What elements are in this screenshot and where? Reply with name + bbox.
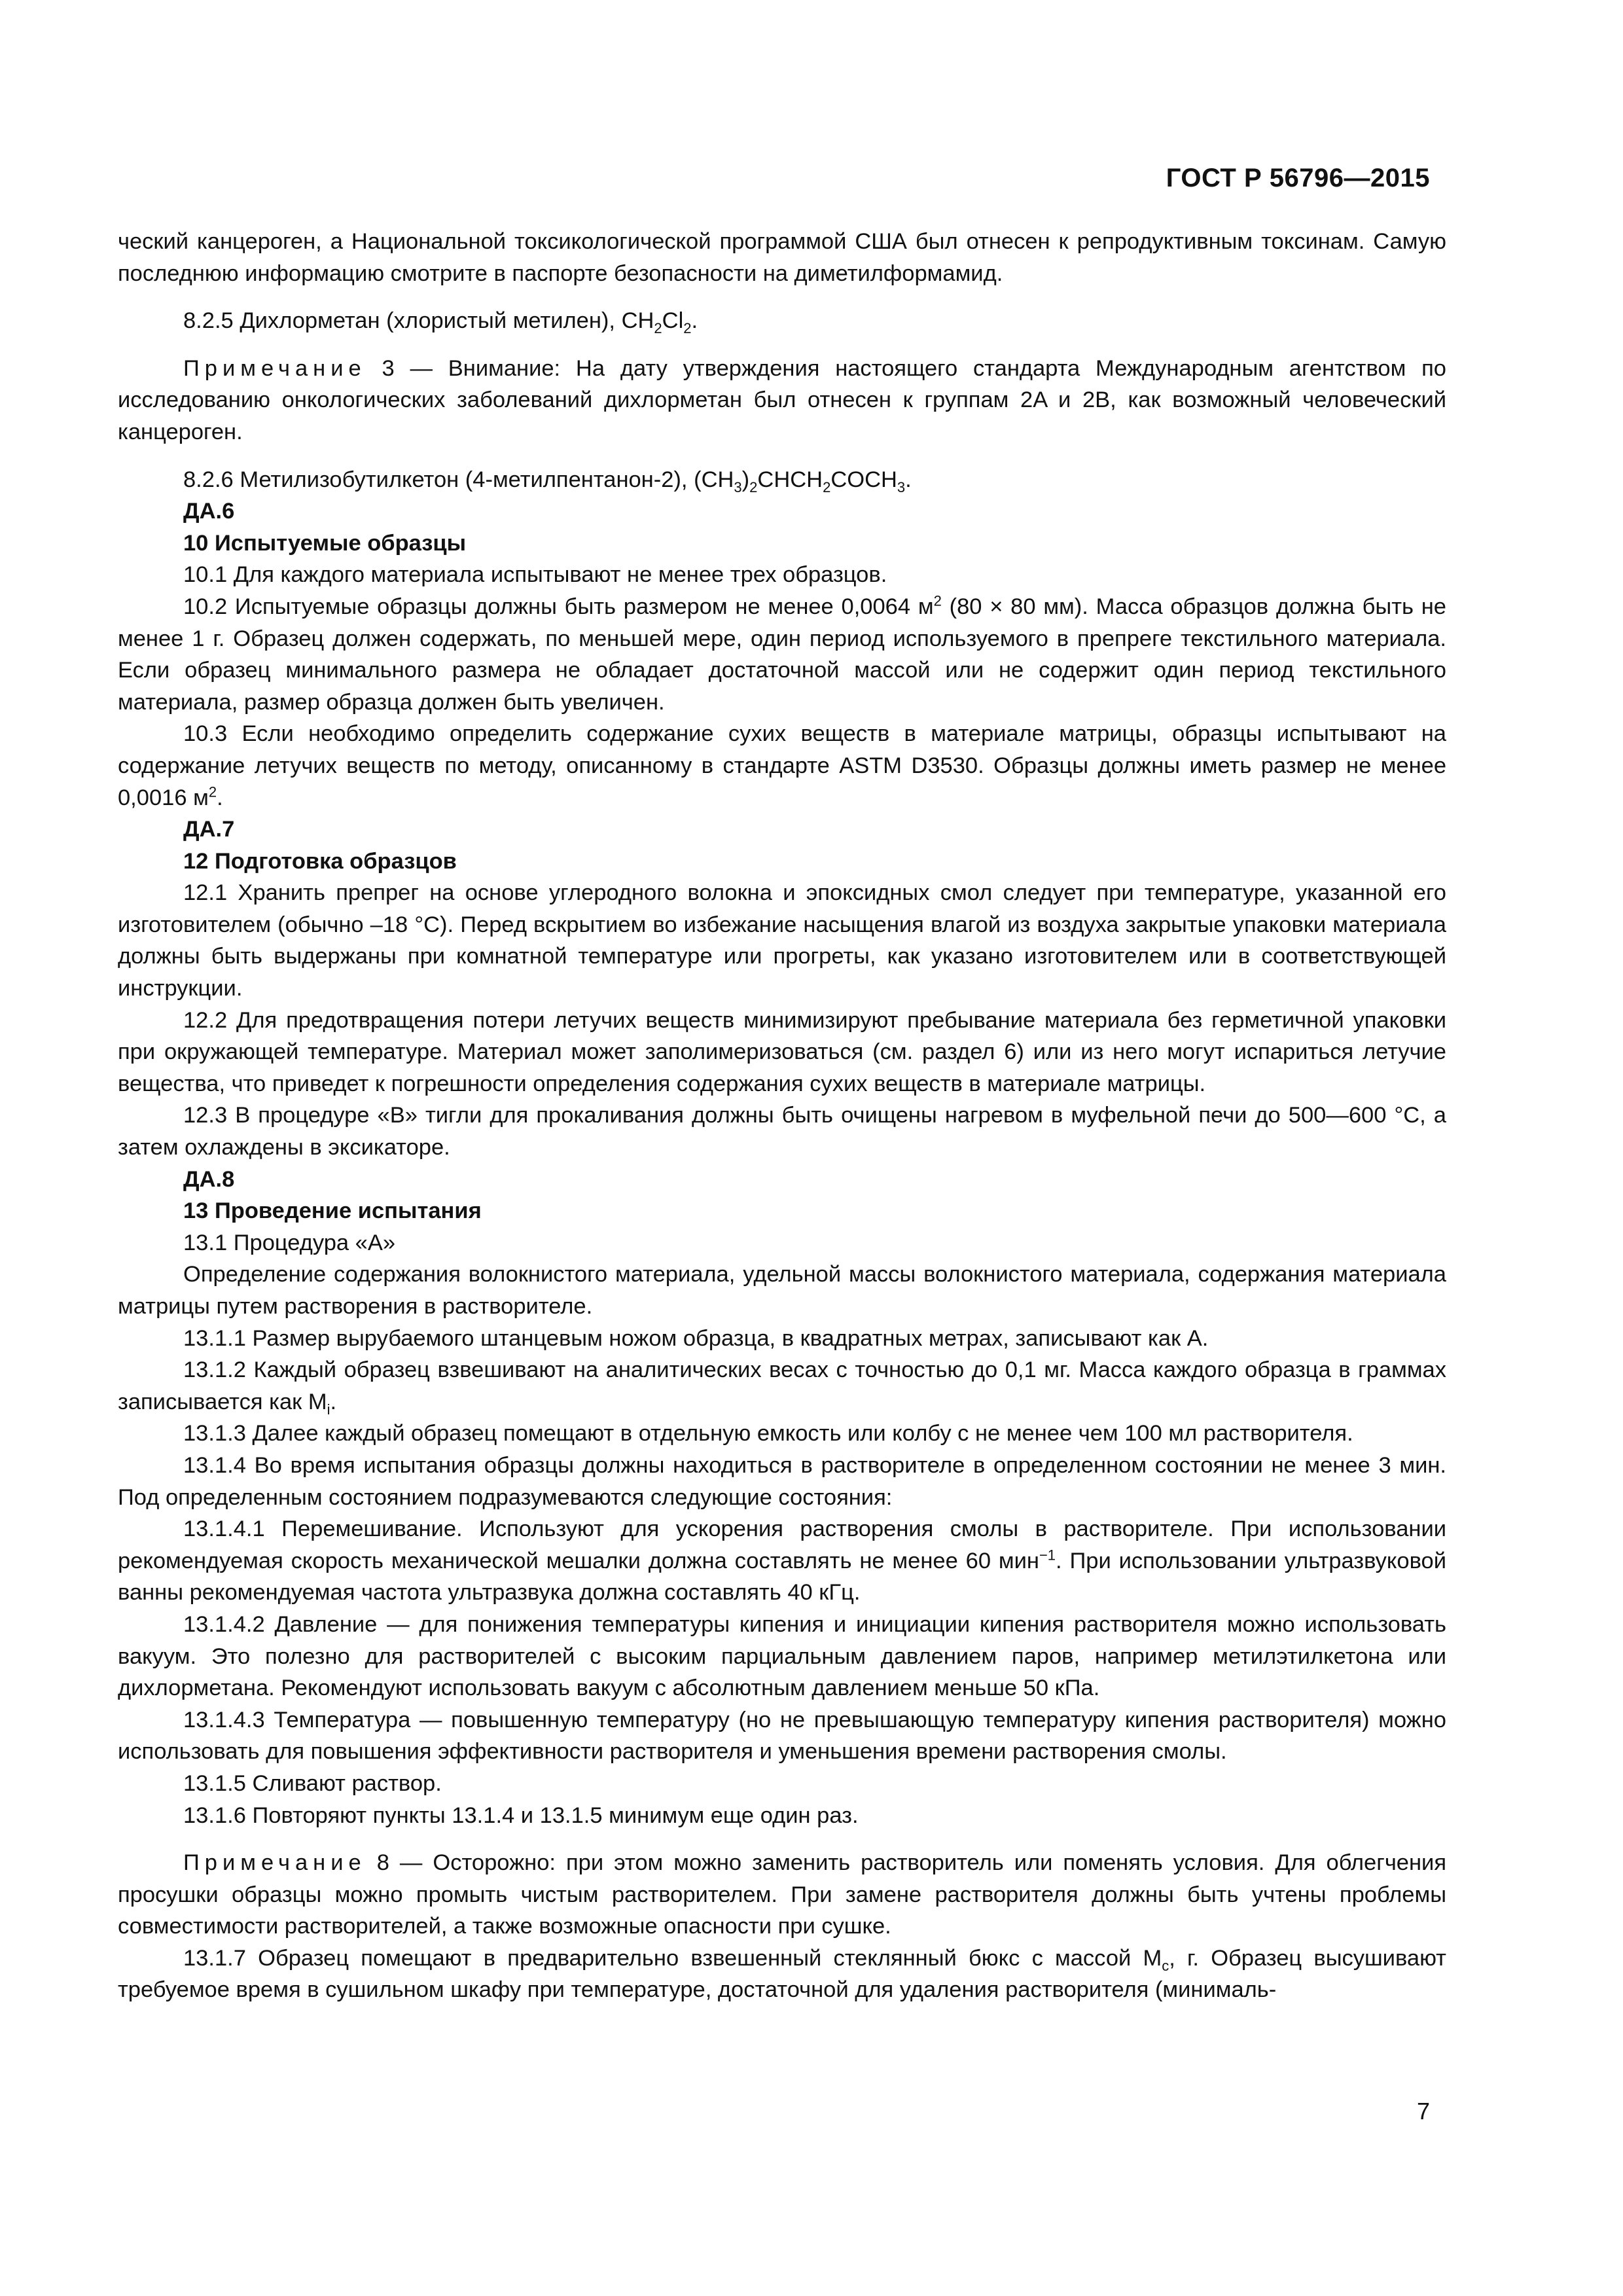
text-run: Cl	[662, 308, 684, 334]
appendix-label-da8: ДА.8	[183, 1166, 235, 1192]
paragraph-13-1-6: 13.1.6 Повторяют пункты 13.1.4 и 13.1.5 минимум еще один раз.	[183, 1803, 859, 1828]
paragraph-13-1-3: 13.1.3 Далее каждый образец помещают в отдельную емкость или колбу с не менее чем 100 мл растворителя.	[183, 1421, 1353, 1446]
paragraph-13-1-7	[118, 1943, 1446, 2006]
text-run: 8.2.5 Дихлорметан (хлористый метилен), CH	[183, 308, 654, 334]
paragraph-13-1-1: 13.1.1 Размер вырубаемого штанцевым ножом образца, в квадратных метрах, записывают как А.	[183, 1325, 1209, 1351]
paragraph-12-3: 12.3 В процедуре «В» тигли для прокаливания должны быть очищены нагревом в муфельной печи до 500—600 °C, а затем охлаждены в эксикаторе.	[118, 1103, 1446, 1160]
superscript: 2	[208, 783, 217, 800]
paragraph-13-1: 13.1 Процедура «А»	[183, 1230, 396, 1255]
text-run: .	[330, 1389, 337, 1414]
text-run: . При использовании ультразвуковой ванны рекомендуемая частота ультразвука должна составлять 40 кГц.	[118, 1548, 1447, 1605]
note-3	[118, 353, 1446, 448]
paragraph-13-1-4-2: 13.1.4.2 Давление — для понижения температуры кипения и инициации кипения растворителя можно использовать вакуум. Это полезно для растворителей с высоким парциальным давлением паров, например метилэтилкетона или дихлорметана. Рекомендуют использовать вакуум с абсолютным давлением меньше 50 кПа.	[118, 1611, 1446, 1701]
paragraph-10-3	[118, 718, 1446, 814]
subscript: 2	[749, 478, 758, 495]
text-run: , г. Образец высушивают требуемое время в сушильном шкафу при температуре, достаточной для удаления растворителя (минималь-	[118, 1945, 1446, 2003]
note-text: 8 — Осторожно: при этом можно заменить растворитель или поменять условия. Для облегчения просушки образцы можно промыть чистым растворителем. При замене растворителя должны быть учтены проблемы совместимости растворителей, а также возможные опасности при сушке.	[118, 1850, 1446, 1939]
text-run: 10.3 Если необходимо определить содержание сухих веществ в материале матрицы, образцы испытывают на содержание летучих веществ по методу, описанному в стандарте ASTM D3530. Образцы должны иметь размер не менее 0,0016 м	[118, 721, 1446, 810]
subscript: 2	[654, 320, 662, 337]
text-run: COCH	[830, 467, 897, 492]
text-run: (80 × 80 мм). Масса образцов должна быть не менее 1 г. Образец должен содержать, по меньшей мере, один период используемого в препреге текстильного материала. Если образец минимального размера не обладает достаточной массой или не содержит один период текстильного материала, размер образца должен быть увеличен.	[118, 594, 1446, 715]
section-heading-12: 12 Подготовка образцов	[183, 848, 457, 874]
paragraph-10-2	[118, 591, 1446, 718]
note-text: 3 — Внимание: На дату утверждения настоящего стандарта Международным агентством по исследованию онкологических заболеваний дихлорметан был отнесен к группам 2A и 2B, как возможный человеческий канцероген.	[118, 355, 1446, 444]
paragraph-13-1-4-3: 13.1.4.3 Температура — повышенную температуру (но не превышающую температуру кипения растворителя) можно использовать для повышения эффективности растворителя и уменьшения времени растворения смолы.	[118, 1707, 1446, 1765]
subscript: 3	[897, 478, 906, 495]
text-run: .	[691, 308, 698, 334]
paragraph-13-1-4: 13.1.4 Во время испытания образцы должны находиться в растворителе в определенном состоянии не менее 3 мин. Под определенным состоянием подразумеваются следующие состояния:	[118, 1452, 1446, 1510]
paragraph-13-1-5: 13.1.5 Сливают раствор.	[183, 1770, 442, 1796]
note-label: Примечание	[183, 1850, 366, 1876]
paragraph-13-1-4-1	[118, 1513, 1446, 1609]
subscript: 2	[823, 478, 831, 495]
text-run: 13.1.2 Каждый образец взвешивают на аналитических весах с точностью до 0,1 мг. Масса каждого образца в граммах записывается как M	[118, 1357, 1446, 1414]
document-code: ГОСТ Р 56796—2015	[1166, 164, 1430, 192]
paragraph-10-1: 10.1 Для каждого материала испытывают не менее трех образцов.	[183, 562, 887, 588]
subscript: i	[327, 1401, 330, 1418]
document-body	[118, 226, 1446, 2006]
text-run: 10.2 Испытуемые образцы должны быть размером не менее 0,0064 м	[183, 594, 934, 619]
appendix-label-da6: ДА.6	[183, 499, 235, 524]
text-run: .	[905, 467, 912, 492]
text-run: )	[741, 467, 750, 492]
note-label: Примечание	[183, 355, 366, 381]
subscript: 2	[683, 320, 692, 337]
paragraph-continuation: ческий канцероген, а Национальной токсикологической программой США был отнесен к репродуктивным токсинам. Самую последнюю информацию смотрите в паспорте безопасности на диметилформамид.	[118, 229, 1446, 286]
subscript: 3	[734, 478, 742, 495]
paragraph-8-2-6	[118, 464, 1446, 496]
paragraph-12-2: 12.2 Для предотвращения потери летучих веществ минимизируют пребывание материала без герметичной упаковки при окружающей температуре. Материал может заполимеризоваться (см. раздел 6) или из него могут испариться летучие вещества, что приведет к погрешности определения содержания сухих веществ в материале матрицы.	[118, 1007, 1446, 1096]
page-number: 7	[1416, 2098, 1430, 2125]
section-heading-13: 13 Проведение испытания	[183, 1198, 482, 1224]
superscript: −1	[1039, 1547, 1056, 1564]
paragraph-8-2-5	[118, 305, 1446, 337]
text-run: 13.1.4.1 Перемешивание. Используют для ускорения растворения смолы в растворителе. При использовании рекомендуемая скорость механической мешалки должна составлять не менее 60 мин	[118, 1516, 1446, 1573]
subscript: c	[1162, 1957, 1169, 1974]
text-run: 8.2.6 Метилизобутилкетон (4-метилпентанон-2), (CH	[183, 467, 734, 492]
note-8	[118, 1847, 1446, 1943]
section-heading-10: 10 Испытуемые образцы	[183, 530, 467, 556]
superscript: 2	[933, 592, 942, 609]
paragraph-12-1: 12.1 Хранить препрег на основе углеродного волокна и эпоксидных смол следует при температуре, указанной его изготовителем (обычно –18 °C). Перед вскрытием во избежание насыщения влагой из воздуха закрытые упаковки материала должны быть выдержаны при комнатной температуре или прогреты, как указано изготовителем или в соответствующей инструкции.	[118, 880, 1446, 1001]
text-run: 13.1.7 Образец помещают в предварительно взвешенный стеклянный бюкс с массой M	[183, 1945, 1162, 1971]
paragraph-13-1-description: Определение содержания волокнистого материала, удельной массы волокнистого материала, содержания материала матрицы путем растворения в растворителе.	[118, 1262, 1446, 1319]
appendix-label-da7: ДА.7	[183, 817, 235, 842]
text-run: CHCH	[757, 467, 823, 492]
paragraph-13-1-2	[118, 1354, 1446, 1418]
text-run: .	[217, 785, 223, 810]
